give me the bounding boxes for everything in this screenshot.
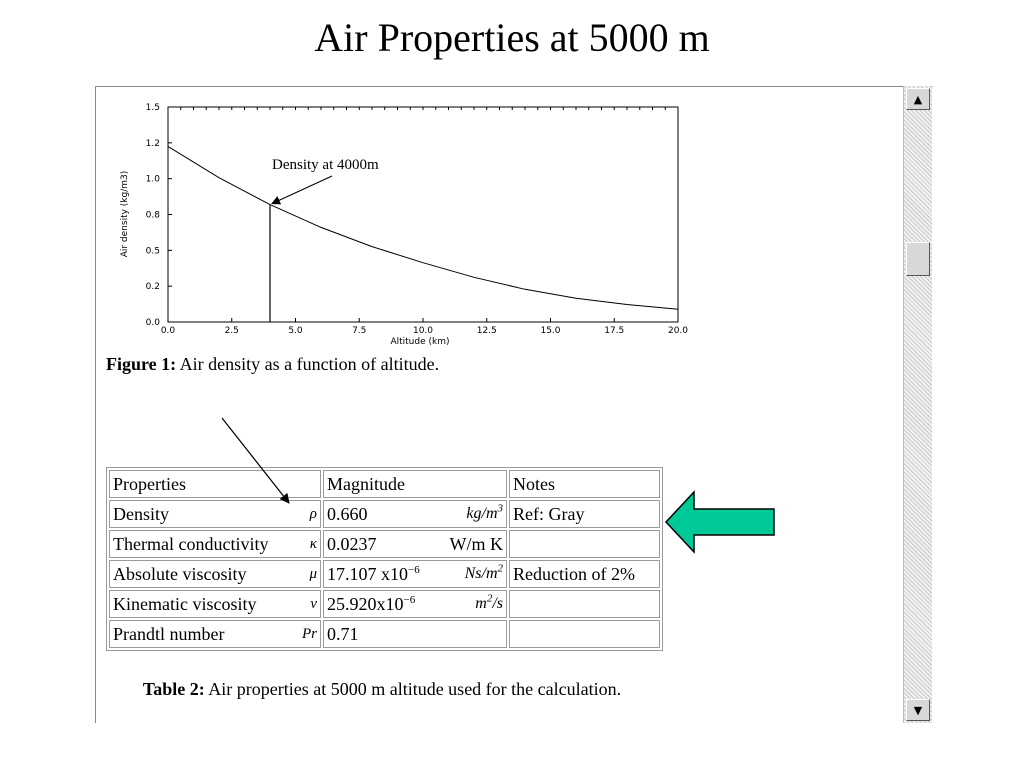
table-caption-label: Table 2: (142, 679, 205, 699)
x-tick-label: 2.5 (224, 326, 239, 336)
property-name: Absolute viscosity (113, 563, 247, 584)
y-tick-label: 1.0 (145, 174, 160, 185)
property-cell (109, 560, 321, 588)
y-tick-label: 0.2 (145, 282, 160, 293)
magnitude-unit: W/m K (449, 533, 503, 554)
figure-caption (106, 353, 439, 375)
table-row (109, 620, 660, 648)
table-caption (106, 678, 658, 700)
magnitude-value: $25.920x10^{-6}$ (327, 593, 416, 614)
figure-caption-text: Air density as a function of altitude. (176, 354, 440, 374)
table-row (109, 560, 660, 588)
annotation-density-4000m: Density at 4000m (272, 157, 379, 173)
magnitude-unit: $Ns/m^2$ (464, 562, 503, 582)
y-tick-label: 0.8 (145, 210, 160, 221)
header-magnitude: Magnitude (323, 470, 507, 498)
x-tick-label: 15.0 (540, 326, 561, 336)
scroll-up-button[interactable] (906, 88, 930, 110)
header-properties: Properties (109, 470, 321, 498)
magnitude-cell (323, 560, 507, 588)
magnitude-cell (323, 500, 507, 528)
scrollbar-thumb[interactable] (906, 242, 930, 276)
vertical-scrollbar[interactable] (903, 86, 932, 723)
series-line-air-density (168, 146, 678, 309)
property-name: Kinematic viscosity (113, 593, 257, 614)
x-tick-label: 17.5 (604, 326, 625, 336)
property-symbol: ν (310, 595, 317, 612)
notes-cell: Ref: Gray (509, 500, 660, 528)
property-name: Prandtl number (113, 623, 225, 644)
x-tick-label: 12.5 (476, 326, 497, 336)
scroll-down-button[interactable] (906, 699, 930, 721)
triangle-down-icon: ▼ (913, 703, 923, 717)
x-tick-label: 7.5 (352, 326, 367, 336)
table-caption-text: Air properties at 5000 m altitude used for the calculation. (204, 679, 622, 699)
figure-caption-label: Figure 1: (106, 354, 177, 374)
magnitude-unit: $m^2/s$ (475, 592, 503, 612)
property-cell (109, 530, 321, 558)
magnitude-value: 0.0237 (327, 533, 377, 554)
header-notes: Notes (509, 470, 660, 498)
x-tick-label: 0.0 (160, 326, 176, 336)
air-properties-table (106, 467, 663, 651)
property-cell (109, 500, 321, 528)
y-tick-label: 0.0 (145, 318, 160, 328)
plot-frame (168, 107, 678, 322)
property-symbol: ρ (309, 505, 317, 522)
x-axis-label: Altitude (km) (390, 337, 450, 347)
table-header-row (109, 470, 660, 498)
x-tick-label: 5.0 (288, 326, 303, 336)
x-tick-label: 20.0 (667, 326, 689, 336)
magnitude-value: 0.71 (327, 623, 359, 644)
property-name: Density (113, 503, 169, 524)
y-tick-label: 1.5 (145, 103, 160, 113)
slide-title: Air Properties at 5000 m (314, 15, 710, 60)
x-tick-label: 10.0 (412, 326, 434, 336)
property-symbol: κ (309, 535, 317, 552)
magnitude-cell (323, 530, 507, 558)
property-symbol: Pr (302, 625, 317, 642)
magnitude-cell (323, 590, 507, 618)
y-axis-label: Air density (kg/m3) (120, 170, 130, 258)
table-row (109, 500, 660, 528)
triangle-up-icon: ▲ (913, 92, 923, 106)
property-cell (109, 620, 321, 648)
magnitude-unit: $kg/m^3$ (466, 502, 503, 522)
property-cell (109, 590, 321, 618)
property-name: Thermal conductivity (113, 533, 269, 554)
magnitude-cell (323, 620, 507, 648)
table-row (109, 530, 660, 558)
y-tick-label: 0.5 (145, 246, 160, 257)
magnitude-value: 17.107 $x10^{-6}$ (327, 563, 420, 584)
annotation-arrow (272, 176, 332, 204)
magnitude-value: 0.660 (327, 503, 368, 524)
notes-cell (509, 590, 660, 618)
green-left-arrow-icon (664, 490, 778, 554)
y-tick-label: 1.2 (145, 138, 160, 149)
property-symbol: μ (309, 565, 317, 582)
table-row (109, 590, 660, 618)
notes-cell: Reduction of 2% (509, 560, 660, 588)
notes-cell (509, 620, 660, 648)
notes-cell (509, 530, 660, 558)
